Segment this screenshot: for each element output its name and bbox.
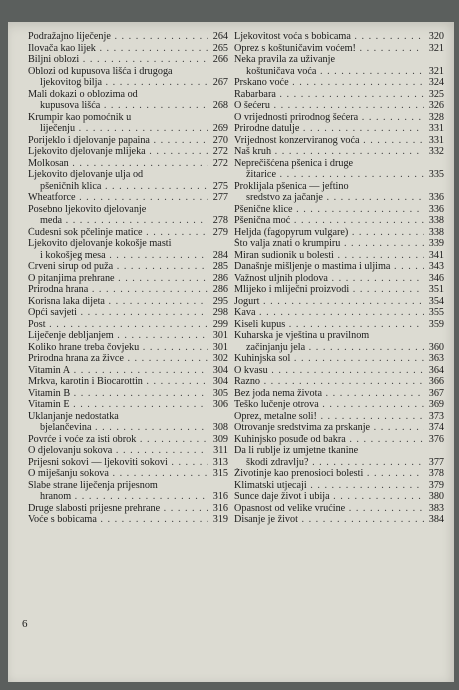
toc-entry-page: 275 [212,180,228,192]
toc-entry-page: 295 [212,295,228,307]
toc-entry [28,342,228,354]
toc-entry-page: 359 [428,318,444,330]
toc-entry-page: 316 [212,491,228,502]
toc-entry-page: 354 [428,295,444,307]
toc-entry-title: Ljekovitost voća s bobicama . . . [234,31,424,43]
toc-entry-page: 304 [212,376,228,387]
toc-entry-title-line: liječenju . . . [28,123,208,135]
toc-entry [234,135,444,147]
toc-entry-title: Ljekovito djelovanje mlijeka . . . [28,146,208,158]
toc-entry-title-line: i kokošjeg mesa . . . [28,250,208,262]
toc-entry-title: Rabarbara . . . [234,89,424,101]
toc-entry-title: Vrijednost konzerviranog voća . . . [234,135,424,147]
toc-entry [234,365,444,377]
toc-entry-title: Mlijeko i mliječni proizvodi . . . [234,284,424,296]
toc-entry-page: 331 [428,134,444,146]
toc-entry [234,422,444,434]
toc-entry-title: Oprez, metalne soli! . . . [234,411,424,423]
toc-entry-page: 374 [428,422,444,433]
toc-entry [234,319,444,331]
toc-entry-page: 278 [212,215,228,226]
toc-entry [28,31,228,43]
toc-entry [28,261,228,273]
toc-entry-title: Prirodna hrana . . . [28,284,208,296]
toc-entry-title: Razno . . . [234,376,424,388]
toc-entry-page: 286 [212,272,228,284]
toc-entry-page: 336 [428,203,444,215]
toc-entry-page: 313 [212,456,228,468]
toc-entry [234,215,444,227]
toc-entry-title-line: kupusova lišća . . . [28,100,208,112]
toc-entry-title: Prijesni sokovi — ljekoviti sokovi . . . [28,457,208,469]
toc-entry [234,330,444,353]
toc-entry [234,376,444,388]
toc-entry-page: 270 [212,134,228,146]
toc-entry-page: 311 [213,445,228,456]
toc-entry [234,89,444,101]
toc-entry-page: 316 [212,502,228,514]
toc-entry [28,89,228,112]
toc-entry-page: 285 [212,261,228,272]
toc-entry-page: 376 [428,433,444,445]
toc-entry [28,43,228,55]
toc-entry-page: 298 [212,307,228,318]
toc-entry-title: Kiseli kupus . . . [234,319,424,331]
toc-entry-title: Vitamin B . . . [28,388,208,400]
toc-entry-page: 366 [428,376,444,387]
toc-entry [28,445,228,457]
toc-entry-page: 315 [212,468,228,479]
toc-entry-page: 339 [428,238,444,249]
toc-entry-page: 325 [428,88,444,100]
toc-entry [28,503,228,515]
toc-entry-title: Porijeklo i djelovanje papaina . . . [28,135,208,147]
toc-entry [28,376,228,388]
toc-entry [28,388,228,400]
toc-entry [234,491,444,503]
toc-entry-page: 279 [212,226,228,238]
toc-entry-page: 301 [212,341,228,353]
toc-entry-page: 320 [428,31,444,42]
toc-entry [28,146,228,158]
toc-entry-title-line: meda . . . [28,215,208,227]
toc-entry-title-line: Slabe strane liječenja prijesnom [28,479,158,491]
toc-entry-title: Vitamin E . . . [28,399,208,411]
toc-entry-title: Bez joda nema života . . . [234,388,424,400]
toc-entry-title: Pšenična moć . . . [234,215,424,227]
toc-entry-page: 343 [428,261,444,272]
toc-entry-page: 383 [428,502,444,514]
toc-entry-title: Teško lučenje otrova . . . [234,399,424,411]
toc-entry-title: Podražajno liječenje . . . [28,31,208,43]
toc-entry [234,468,444,480]
toc-entry [234,146,444,158]
toc-entry [28,54,228,66]
toc-entry-title: O šećeru . . . [234,100,424,112]
toc-entry [28,135,228,147]
toc-entry-title: Opasnost od velike vrućine . . . [234,503,424,515]
toc-entry-page: 321 [428,42,444,54]
toc-entry [234,434,444,446]
toc-entry-page: 272 [212,146,228,157]
toc-entry-title: Mrkva, karotin i Biocarottin . . . [28,376,208,388]
toc-entry [234,307,444,319]
toc-entry [234,399,444,411]
toc-entry-page: 305 [212,387,228,399]
page-number: 6 [22,618,28,630]
toc-entry [234,238,444,250]
toc-entry-title-line: Oblozi od kupusova lišća i drugoga [28,65,173,77]
toc-entry [234,112,444,124]
toc-entry-page: 286 [212,284,228,295]
toc-entry [28,468,228,480]
toc-entry-title-line: žitarice . . . [234,169,424,181]
toc-entry-title: Opći savjeti . . . [28,307,208,319]
toc-entry-title: Današnje mišljenje o mastima i uljima . . . [234,261,424,273]
toc-entry-page: 324 [428,77,444,88]
toc-entry-page: 301 [212,330,228,341]
toc-entry [234,480,444,492]
toc-entry-title: O pitanjima prehrane . . . [28,273,208,285]
toc-entry [234,227,444,239]
toc-entry [234,514,444,526]
toc-entry [234,296,444,308]
toc-entry [28,238,228,261]
toc-right-column [234,31,444,526]
toc-entry [28,365,228,377]
toc-entry-page: 302 [212,353,228,364]
toc-entry-page: 332 [428,146,444,157]
toc-entry-title: Čudesni sok pčelinje matice . . . [28,227,208,239]
toc-entry-page: 309 [212,433,228,445]
toc-entry-title: Molkosan . . . [28,158,208,170]
toc-entry [234,284,444,296]
toc-entry-title: Miran sudionik u bolesti . . . [234,250,424,262]
toc-entry-page: 331 [428,123,444,134]
toc-entry [28,112,228,135]
toc-entry-page: 364 [428,364,444,376]
toc-entry [234,353,444,365]
toc-entry [28,169,228,192]
toc-entry-title-line: koštuničava voća . . . [234,66,424,78]
toc-entry-title-line: začinjanju jela . . . [234,342,424,354]
toc-entry-title-line: Proklijala pšenica — jeftino [234,180,349,192]
toc-entry-title: Prirodne datulje . . . [234,123,424,135]
toc-entry-page: 351 [428,284,444,295]
toc-entry [28,514,228,526]
toc-entry-page: 363 [428,353,444,364]
toc-entry-page: 284 [212,249,228,261]
toc-entry [28,353,228,365]
toc-entry-title: Naš kruh . . . [234,146,424,158]
toc-entry [234,43,444,55]
toc-entry-title-line: Mali dokazi o oblozima od [28,88,138,100]
toc-entry-title: Biljni oblozi . . . [28,54,208,66]
toc-entry-title-line: Posebno ljekovito djelovanje [28,203,147,215]
toc-entry-title-line: pšeničnih klica . . . [28,181,208,193]
toc-entry-page: 269 [212,123,228,134]
toc-entry-title-line: Krumpir kao pomoćnik u [28,111,132,123]
toc-entry-page: 266 [212,54,228,65]
toc-entry [28,399,228,411]
toc-entry [234,204,444,216]
toc-entry [234,261,444,273]
toc-entry-page: 378 [428,468,444,479]
toc-entry-title: Druge slabosti prijesne prehrane . . . [28,503,208,515]
toc-entry [234,250,444,262]
toc-entry [234,445,444,468]
toc-entry-title: Jogurt . . . [234,296,424,308]
toc-entry-title-line: Neprečišćena pšenica i druge [234,157,354,169]
toc-entry [28,434,228,446]
book-page [8,22,454,682]
toc-entry-page: 299 [212,318,228,330]
toc-entry [28,284,228,296]
toc-entry [234,31,444,43]
toc-entry-page: 264 [212,31,228,42]
toc-entry-page: 377 [428,456,444,468]
toc-entry [234,273,444,285]
toc-entry-title: Pšenične klice . . . [234,204,424,216]
toc-entry-title: Otrovanje sredstvima za prskanje . . . [234,422,424,434]
toc-entry [28,411,228,434]
toc-entry-title-line: škodi zdravlju? . . . [234,457,424,469]
toc-entry-title: Važnost uljnih plodova . . . [234,273,424,285]
toc-entry-page: 341 [428,249,444,261]
toc-entry [234,181,444,204]
toc-entry-page: 272 [212,157,228,169]
toc-entry-page: 367 [428,387,444,399]
toc-entry [234,54,444,77]
toc-entry-page: 369 [428,399,444,410]
toc-entry-title: Crveni sirup od puža . . . [28,261,208,273]
toc-entry-page: 268 [212,100,228,111]
toc-entry-title: O vrijednosti prirodnog šećera . . . [234,112,424,124]
toc-entry [234,411,444,423]
toc-entry [28,192,228,204]
toc-entry-title: Liječenje debljanjem . . . [28,330,208,342]
toc-entry-title: O miješanju sokova . . . [28,468,208,480]
toc-entry [28,319,228,331]
toc-entry [234,503,444,515]
toc-entry [234,158,444,181]
toc-entry-title-line: Neka pravila za uživanje [234,54,335,65]
toc-entry-title: Prirodna hrana za živce . . . [28,353,208,365]
toc-entry-title: Sunce daje život i ubija . . . [234,491,424,503]
toc-entry-title: Post . . . [28,319,208,331]
toc-entry [28,273,228,285]
toc-entry [28,307,228,319]
toc-entry-title: Povrće i voće za isti obrok . . . [28,434,208,446]
toc-entry-page: 338 [428,226,444,238]
toc-entry-title: Što valja znati o krumpiru . . . [234,238,424,250]
toc-entry-title: Voće s bobicama . . . [28,514,208,526]
toc-entry-page: 379 [428,479,444,491]
toc-entry-page: 384 [428,514,444,525]
toc-entry-page: 346 [428,272,444,284]
toc-entry-page: 267 [212,77,228,88]
toc-entry-page: 355 [428,307,444,318]
toc-entry [234,388,444,400]
toc-entry-page: 321 [428,65,444,77]
toc-left-column [28,31,228,526]
toc-entry [234,123,444,135]
toc-entry [28,227,228,239]
toc-entry-title: Koliko hrane treba čovjeku . . . [28,342,208,354]
toc-entry-title: Kuhinjsko posuđe od bakra . . . [234,434,424,446]
toc-entry [28,296,228,308]
toc-entry-title: Klimatski utjecaji . . . [234,480,424,492]
toc-entry-page: 304 [212,364,228,376]
toc-entry [28,204,228,227]
toc-entry-page: 306 [212,399,228,410]
toc-entry [28,66,228,89]
toc-entry [28,158,228,170]
toc-entry-title-line: hranom . . . [28,491,208,503]
toc-entry [234,100,444,112]
toc-entry-page: 338 [428,215,444,226]
toc-entry-title: Prskano voće . . . [234,77,424,89]
toc-entry-page: 277 [212,192,228,203]
toc-entry-page: 308 [212,422,228,433]
toc-entry-page: 328 [428,111,444,123]
toc-entry-title-line: sredstvo za jačanje . . . [234,192,424,204]
toc-entry-title-line: Ljekovito djelovanje kokošje masti [28,238,172,249]
toc-entry-title-line: bjelančevina . . . [28,422,208,434]
toc-entry-title: Wheatforce . . . [28,192,208,204]
toc-entry-title: Oprez s koštuničavim voćem! . . . [234,43,424,55]
toc-entry-title: O kvasu . . . [234,365,424,377]
toc-entry [28,480,228,503]
toc-entry-page: 373 [428,410,444,422]
toc-entry-title: Životinje kao prenosioci bolesti . . . [234,468,424,480]
toc-entry-title-line: ljekovitog bilja . . . [28,77,208,89]
toc-entry-title-line: Kuharska je vještina u pravilnom [234,330,370,341]
toc-entry-title: Kuhinjska sol . . . [234,353,424,365]
toc-entry-title: O djelovanju sokova . . . [28,445,208,457]
toc-entry-title-line: Uklanjanje nedostatka [28,410,119,422]
toc-entry-title: Disanje je život . . . [234,514,424,526]
toc-entry-title: Heljda (fagopyrum vulgare) . . . [234,227,424,239]
toc-entry-page: 319 [212,514,228,525]
toc-entry-page: 336 [428,192,444,203]
toc-entry-title: Vitamin A . . . [28,365,208,377]
toc-entry-page: 326 [428,100,444,111]
toc-entry-title: Kava . . . [234,307,424,319]
toc-entry-page: 360 [428,341,444,353]
toc-entry-page: 265 [212,42,228,54]
toc-entry-title: Ilovača kao lijek . . . [28,43,208,55]
toc-entry-page: 380 [428,491,444,502]
toc-entry-title-line: Da li rublje iz umjetne tkanine [234,445,359,456]
toc-entry-title: Korisna laka dijeta . . . [28,296,208,308]
toc-entry [28,330,228,342]
toc-entry [28,457,228,469]
toc-entry-title-line: Ljekovito djelovanje ulja od [28,169,144,180]
toc-entry [234,77,444,89]
toc-entry-page: 335 [428,169,444,180]
